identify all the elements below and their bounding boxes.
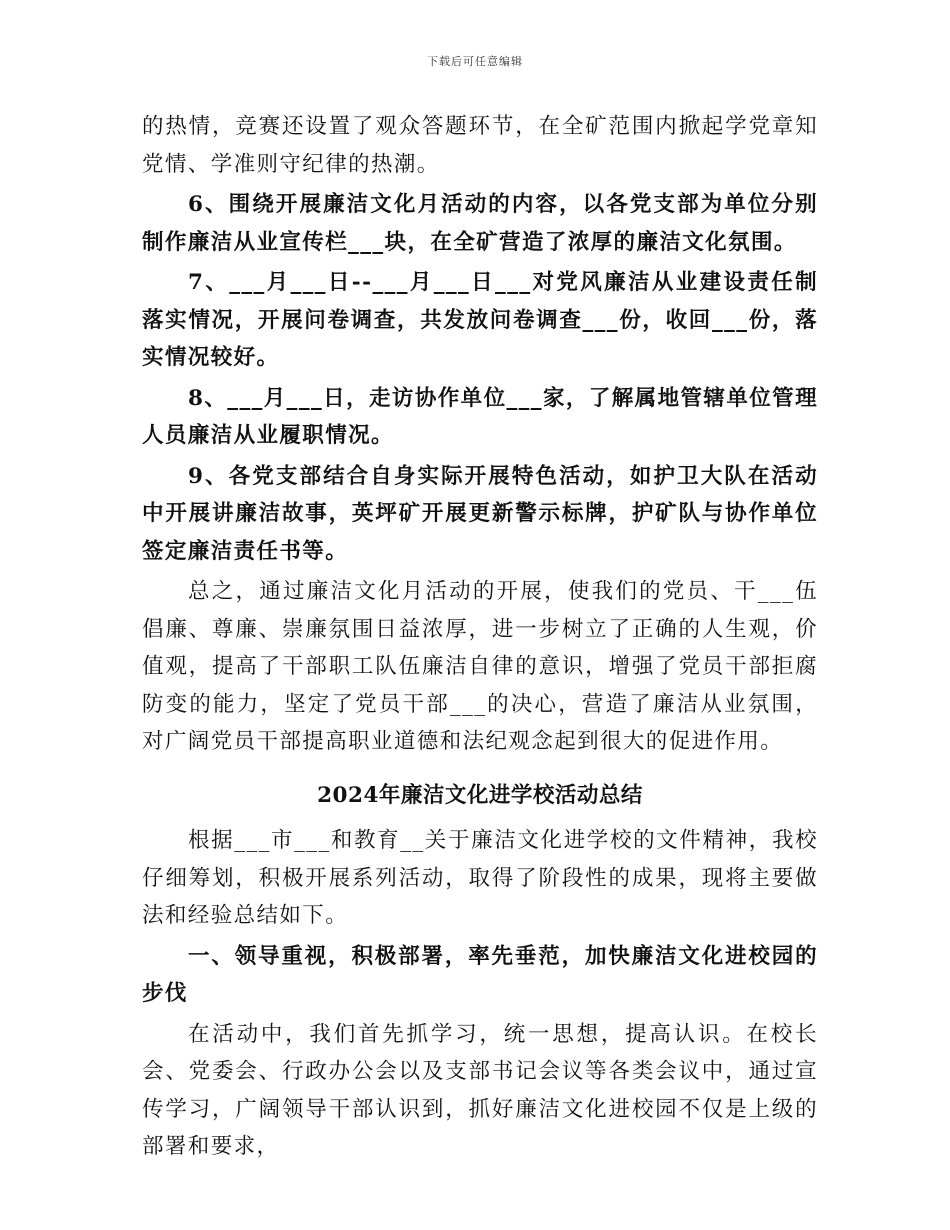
summary-paragraph: 总之，通过廉洁文化月活动的开展，使我们的党员、干___伍倡廉、尊廉、崇廉氛围日益浓厚，进一步树立了正确的人生观，价值观，提高了干部职工队伍廉洁自律的意识，增强了党员干部拒腐防变的能力，坚定了党员干部___的决心，营造了廉洁从业氛围，对广阔党员干部提高职业道德和法纪观念起到很大的促进作用。: [142, 579, 818, 754]
paragraph-continuation: 的热情，竞赛还设置了观众答题环节，在全矿范围内掀起学党章知党情、学准则守纪律的热潮。: [142, 114, 818, 177]
intro-paragraph: 根据___市___和教育__关于廉洁文化进学校的文件精神，我校仔细筹划，积极开展系列活动，取得了阶段性的成果，现将主要做法和经验总结如下。: [142, 828, 818, 928]
list-item-7: 7、___月___日--___月___日___对党风廉洁从业建设责任制落实情况，开展问卷调查，共发放问卷调查___份，收回___份，落实情况较好。: [142, 270, 818, 370]
list-item-6: 6、围绕开展廉洁文化月活动的内容，以各党支部为单位分别制作廉洁从业宣传栏___块，在全矿营造了浓厚的廉洁文化氛围。: [142, 192, 818, 255]
section-heading-1: 一、领导重视，积极部署，率先垂范，加快廉洁文化进校园的步伐: [142, 943, 818, 1006]
page-header: 下载后可任意编辑: [427, 55, 523, 68]
document-body: [142, 108, 818, 1166]
section-title: 2024年廉洁文化进学校活动总结: [317, 782, 643, 808]
section-body-1: 在活动中，我们首先抓学习，统一思想，提高认识。在校长会、党委会、行政办公会以及支部书记会议等各类会议中，通过宣传学习，广阔领导干部认识到，抓好廉洁文化进校园不仅是上级的部署和要求，: [142, 1021, 818, 1159]
list-item-8: 8、___月___日，走访协作单位___家，了解属地管辖单位管理人员廉洁从业履职情况。: [142, 385, 818, 448]
list-item-9: 9、各党支部结合自身实际开展特色活动，如护卫大队在活动中开展讲廉洁故事，英坪矿开展更新警示标牌，护矿队与协作单位签定廉洁责任书等。: [142, 463, 818, 564]
